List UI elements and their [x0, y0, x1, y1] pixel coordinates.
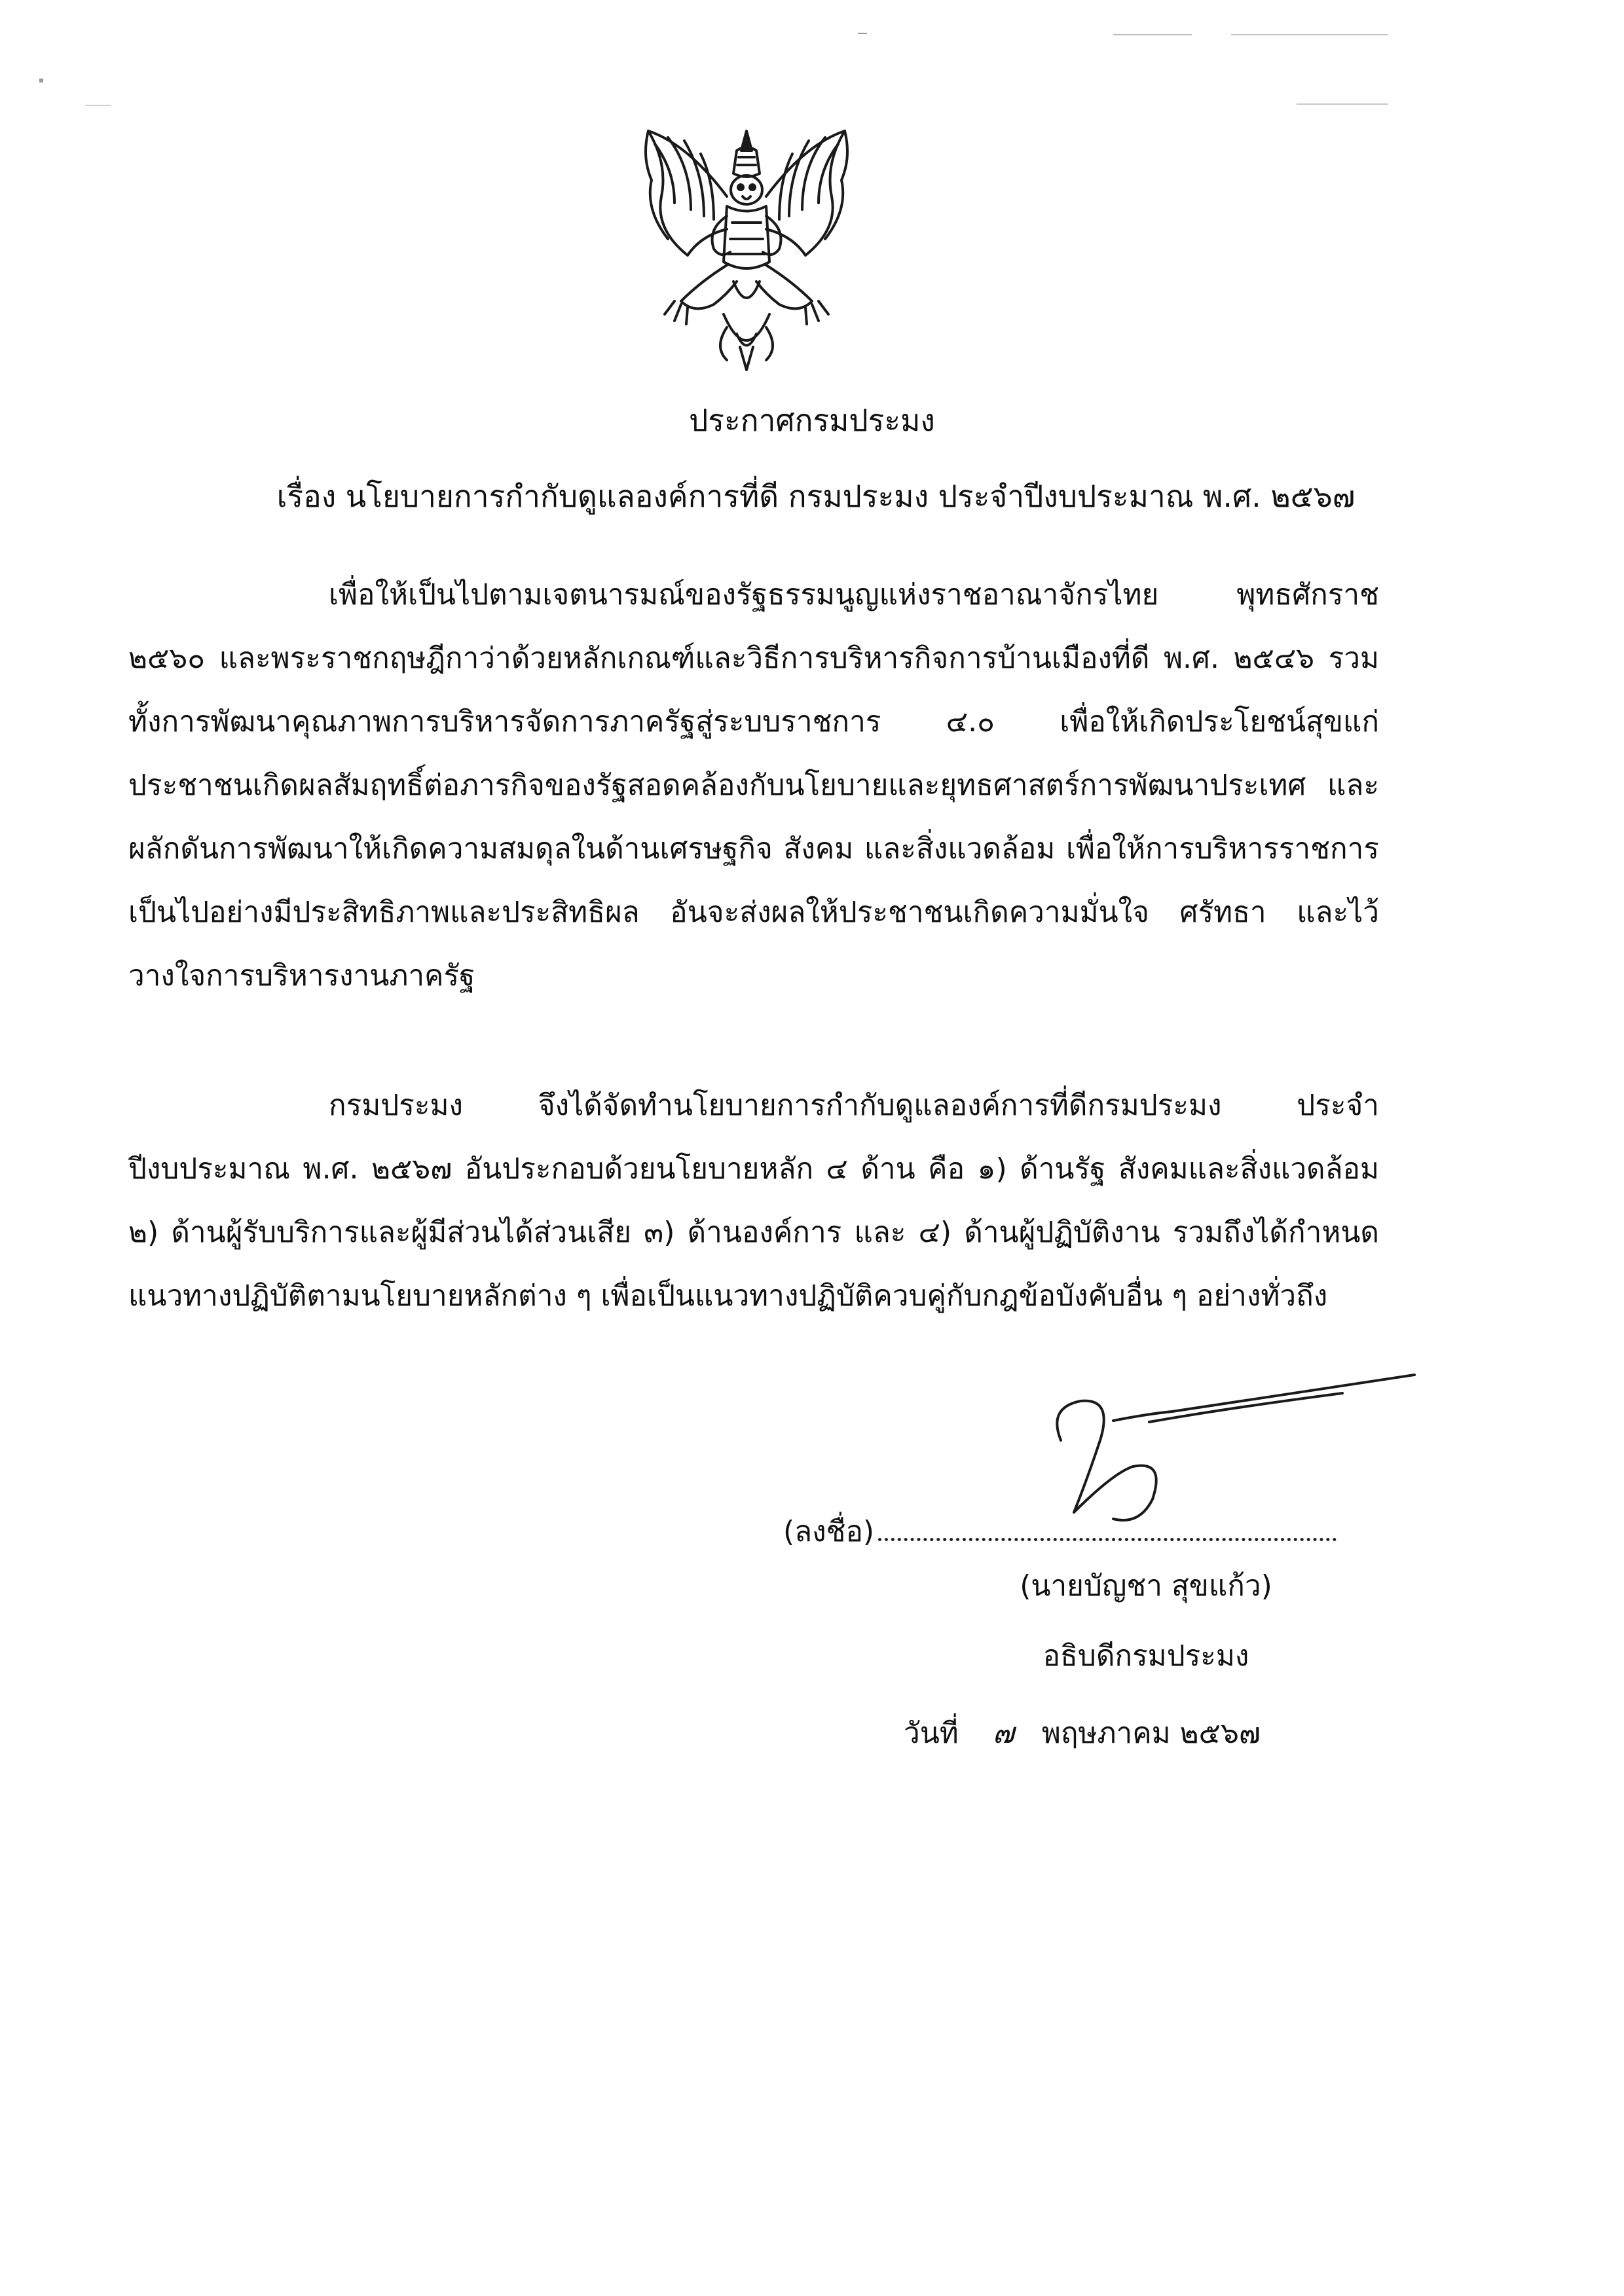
scan-speck: [39, 79, 43, 82]
date-day: ๗: [992, 1717, 1014, 1750]
signature-label: (ลงชื่อ): [783, 1515, 875, 1548]
signatory-position: อธิบดีกรมประมง: [1043, 1639, 1249, 1673]
date-month-year: พฤษภาคม ๒๕๖๗: [1041, 1717, 1261, 1750]
subject-line: เรื่อง นโยบายการกำกับดูแลองค์การที่ดี กรมประมง ประจำปีงบประมาณ พ.ศ. ๒๕๖๗: [276, 479, 1356, 514]
scan-speck: [1297, 103, 1388, 105]
signature-dots: [878, 1538, 1337, 1541]
scan-speck: [85, 105, 111, 106]
scan-speck: [1113, 34, 1192, 35]
signatory-name: (นายบัญชา สุขแก้ว): [1020, 1569, 1272, 1603]
date-prefix: วันที่: [904, 1717, 959, 1750]
scan-speck: [858, 33, 867, 34]
garuda-emblem-icon: [629, 118, 864, 380]
body-paragraph-2: กรมประมง จึงได้จัดทำนโยบายการกำกับดูแลองค์การที่ดีกรมประมง ประจำปีงบประมาณ พ.ศ. ๒๕๖๗ อันประกอบด้วยนโยบายหลัก ๔ ด้าน คือ ๑) ด้านรัฐ สังคมและสิ่งแวดล้อม ๒) ด้านผู้รับบริการและผู้มีส่วนได้ส่วนเสีย ๓) ด้านองค์การ และ ๔) ด้านผู้ปฏิบัติงาน รวมถึงได้กำหนดแนวทางปฏิบัติตามนโยบายหลักต่าง ๆ เพื่อเป็นแนวทางปฏิบัติควบคู่กับกฎข้อบังคับอื่น ๆ อย่างทั่วถึง: [128, 1089, 1379, 1313]
announcement-title: ประกาศกรมประมง: [689, 403, 935, 438]
signature-line: [783, 1512, 1337, 1552]
body-paragraph-1: เพื่อให้เป็นไปตามเจตนารมณ์ของรัฐธรรมนูญแห่งราชอาณาจักรไทย พุทธศักราช ๒๕๖๐ และพระราชกฤษฎีกาว่าด้วยหลักเกณฑ์และวิธีการบริหารกิจการบ้านเมืองที่ดี พ.ศ. ๒๕๔๖ รวมทั้งการพัฒนาคุณภาพการบริหารจัดการภาครัฐสู่ระบบราชการ ๔.๐ เพื่อให้เกิดประโยชน์สุขแก่ประชาชนเกิดผลสัมฤทธิ์ต่อภารกิจของรัฐสอดคล้องกับนโยบายและยุทธศาสตร์การพัฒนาประเทศ และผลักดันการพัฒนาให้เกิดความสมดุลในด้านเศรษฐกิจ สังคม และสิ่งแวดล้อม เพื่อให้การบริหารราชการเป็นไปอย่างมีประสิทธิภาพและประสิทธิผล อันจะส่งผลให้ประชาชนเกิดความมั่นใจ ศรัทธา และไว้วางใจการบริหารงานภาครัฐ: [128, 578, 1379, 993]
date-line: [904, 1714, 1261, 1753]
scan-speck: [1231, 34, 1388, 35]
